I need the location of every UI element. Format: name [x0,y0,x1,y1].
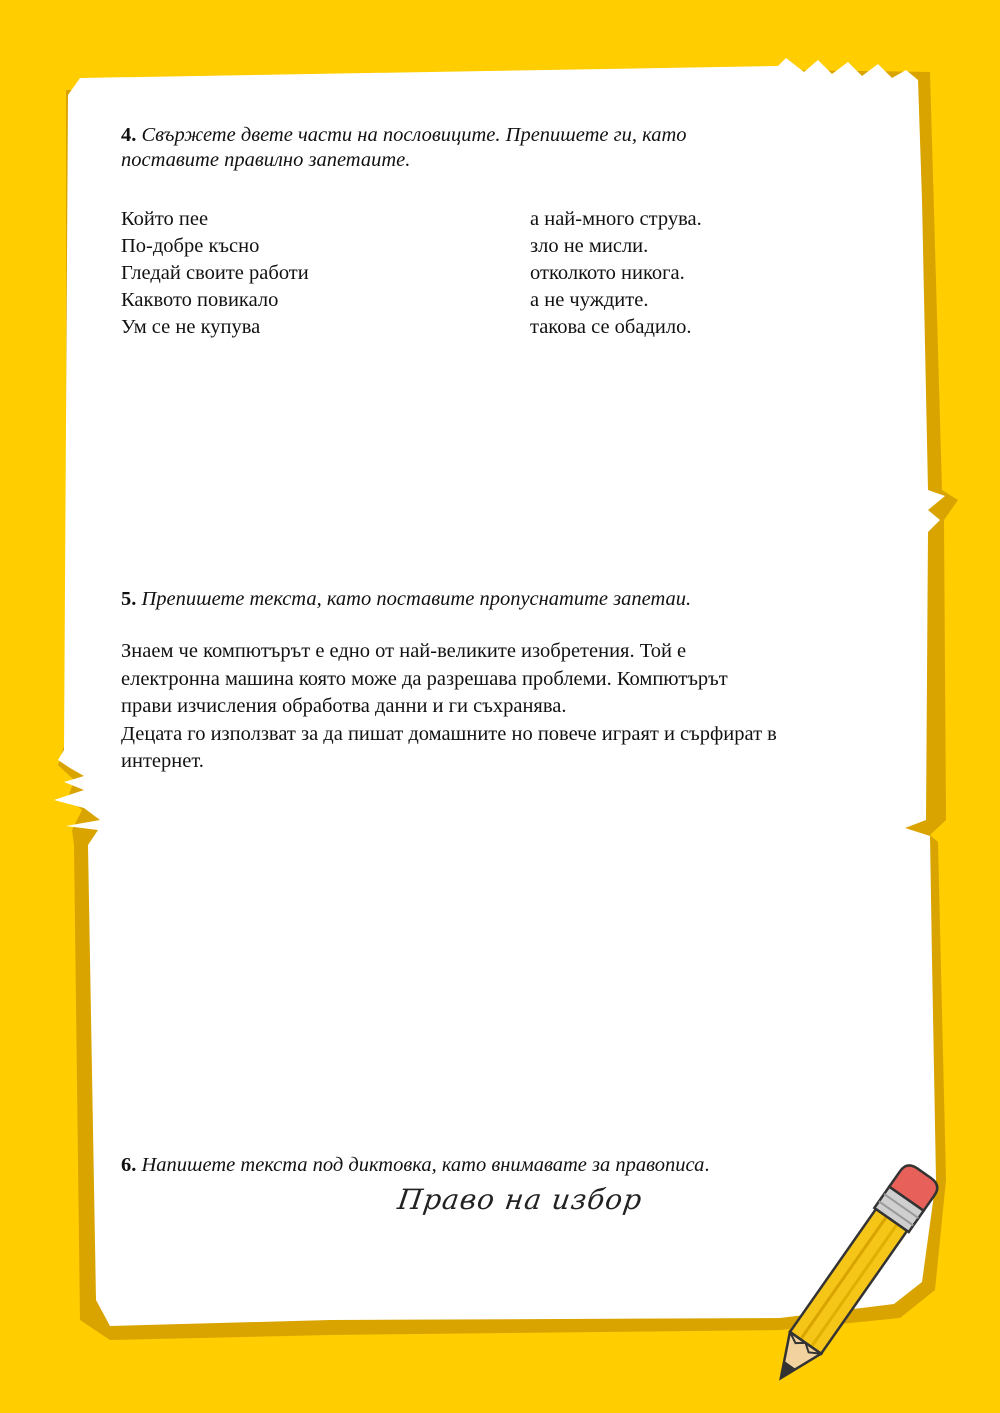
task4-instruction-line2: поставите правилно запетаите. [121,149,411,171]
proverb-left-column [121,206,309,341]
proverb-start: По-добре късно [121,235,260,257]
task6-instruction: Напишете текста под диктовка, като внимавате за правописа [141,1154,705,1176]
proverb-start: Който пее [121,208,209,230]
task6-number: 6. [121,1154,137,1176]
proverb-end: а не чуждите. [530,289,649,311]
proverb-start: Гледай своите работи [121,262,309,284]
task6-heading [121,1153,821,1178]
proverb-end: а най-много струва. [530,208,702,230]
paragraph-line: Знаем че компютърът е едно от най-великите изобретения. Той е [121,640,687,662]
task4-instruction-line1: Свържете двете части на пословиците. Препишете ги, като [141,124,687,146]
proverb-end: зло не мисли. [530,235,649,257]
task4-heading [121,123,801,173]
task4-number: 4. [121,124,137,146]
proverb-start: Ум се не купува [121,316,261,338]
paragraph-line: интернет. [121,750,204,772]
task5-instruction: Препишете текста, като поставите пропуснатите запетаи. [141,588,692,610]
pencil-icon [740,1140,980,1390]
proverb-end: такова се обадило. [530,316,692,338]
handwritten-title: Право на избор [395,1183,645,1216]
paragraph-line: електронна машина която може да разрешава проблеми. Компютърът [121,667,728,690]
paragraph-line: прави изчисления обработва данни и ги съхранява. [121,695,567,717]
task5-number: 5. [121,588,137,610]
task5-paragraph [121,638,901,776]
paragraph-line: Децата го използват за да пишат домашните но повече играят и сърфират в [121,722,777,745]
proverb-start: Каквото повикало [121,289,279,311]
proverb-end: отколкото никога. [530,262,685,284]
task5-heading [121,587,801,612]
task6-period: . [704,1154,710,1176]
proverb-right-column [530,206,702,341]
